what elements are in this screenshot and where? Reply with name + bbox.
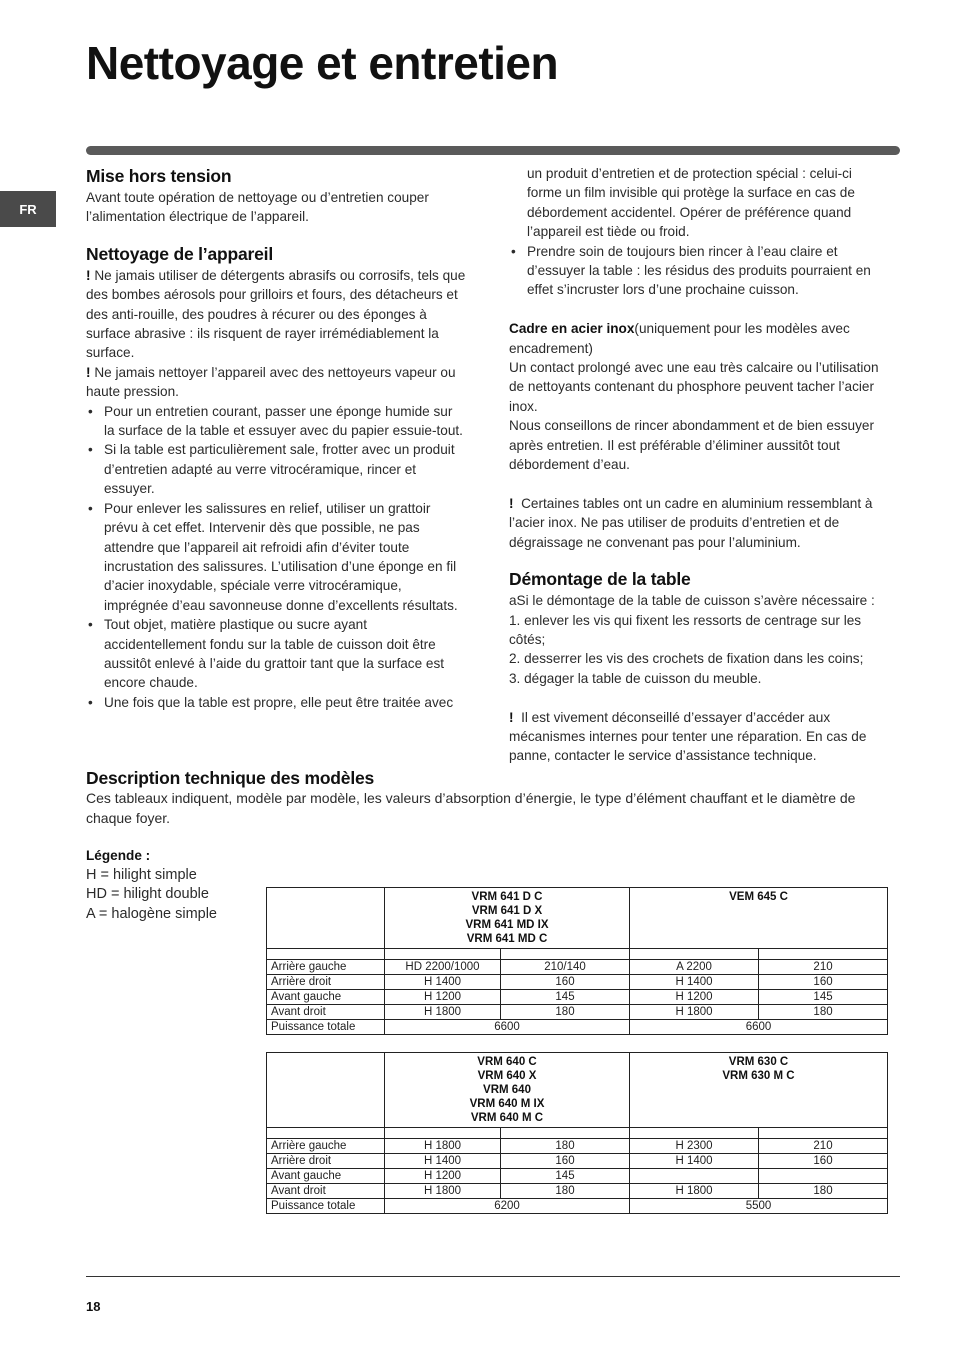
list-item: • Si la table est particulièrement sale, frotter avec un produit d’entretien adapté au verre vitrocéramique, rincer et essuyer. (86, 440, 466, 498)
legend-title: Légende : (86, 848, 151, 863)
table-row: Arrière gauche HD 2200/1000 210/140 A 2200 210 (267, 960, 888, 975)
spec-table-1 (266, 887, 888, 1035)
section-title-dismantling: Démontage de la table (509, 569, 691, 590)
dismantling-intro: aSi le démontage de la table de cuisson s’avère nécessaire : (509, 593, 875, 609)
right-column (509, 164, 889, 766)
table-header-row (267, 1053, 888, 1128)
technical-description-text: Ces tableaux indiquent, modèle par modèle, les valeurs d’absorption d’énergie, le type d’élément chauffant et le diamètre de chaque foyer. (86, 790, 856, 826)
table-row: Avant gauche H 1200 145 (267, 1169, 888, 1184)
legend-item: H = hilight simple (86, 866, 197, 883)
warning-repair: ! Il est vivement déconseillé d’essayer d’accéder aux mécanismes internes pour tenter une réparation. En cas de panne, contacter le service d’assistance technique. (509, 709, 867, 764)
dismantling-step-1: 1. enlever les vis qui fixent les ressorts de centrage sur les côtés; (509, 612, 862, 647)
title-divider (86, 146, 900, 155)
section-title-power-off: Mise hors tension (86, 166, 232, 186)
warning-mark: ! (86, 364, 91, 380)
dismantling-step-3: 3. dégager la table de cuisson du meuble. (509, 670, 762, 686)
page-number: 18 (86, 1299, 101, 1314)
model-name: VRM 640 M C (470, 1112, 544, 1124)
warning-mark: ! (86, 267, 91, 283)
continued-text: un produit d’entretien et de protection spécial : celui-ci forme un film invisible qui protège la surface en cas de débordement accidentel. Opérer de préférence quand l’appareil est tiède ou froid. (527, 166, 855, 240)
stainless-frame-text-2: Nous conseillons de rincer abondamment et de bien essuyer après entretien. Il est préférable d’éliminer aussitôt tout débordement d’eau. (509, 418, 874, 473)
table-row-total: Puissance totale 6200 5500 (267, 1199, 888, 1214)
legend (86, 846, 256, 924)
table-row: Arrière gauche H 1800 180 H 2300 210 (267, 1139, 888, 1154)
model-name: VRM 641 D X (471, 905, 543, 917)
model-name: VRM 630 M C (722, 1070, 795, 1082)
warning-abrasives: ! Ne jamais utiliser de détergents abrasifs ou corrosifs, tels que des bombes aérosols pour grilloirs et fours, des détacheurs et des anti-rouille, des poudres à récurer ou des éponges à surface abrasive : ils risquent de rayer irrémédiablement la surface. (86, 267, 466, 361)
section-title-technical-description: Description technique des modèles (86, 768, 375, 788)
left-column (86, 164, 466, 712)
list-item: • Une fois que la table est propre, elle peut être traitée avec (86, 693, 466, 712)
list-item: • Pour enlever les salissures en relief, utiliser un grattoir prévu à cet effet. Intervenir dès que possible, ne pas attendre que l’appareil ait refroidi afin d’éviter toute incrustation des salissures. L’utilisation d’une éponge en fil d’acier inoxydable, spéciale verre vitrocéramique, imprégnée d’eau savonneuse donne d’excellents résultats. (86, 499, 466, 615)
page-title: Nettoyage et entretien (86, 37, 559, 89)
model-name: VRM 641 D C (471, 891, 543, 903)
list-item: • Tout objet, matière plastique ou sucre ayant accidentellement fondu sur la table de cuisson doit être aussitôt enlevé à l’aide du grattoir tant que la surface est encore chaude. (86, 615, 466, 693)
table-row: Avant droit H 1800 180 H 1800 180 (267, 1005, 888, 1020)
list-item: • Prendre soin de toujours bien rincer à l’eau claire et d’essuyer la table : les résidus des produits pourraient en effet s’incruster lors d’une prochaine cuisson. (509, 242, 889, 300)
table-header-row (267, 888, 888, 949)
model-group-b (630, 888, 888, 949)
list-item: • Pour un entretien courant, passer une éponge humide sur la surface de la table et essuyer avec du papier essuie-tout. (86, 402, 466, 441)
model-name: VEM 645 C (729, 891, 788, 903)
model-name: VRM 630 C (728, 1056, 789, 1068)
dismantling-step-2: 2. desserrer les vis des crochets de fixation dans les coins; (509, 651, 864, 667)
spec-table-2 (266, 1052, 888, 1214)
warning-aluminium: ! Certaines tables ont un cadre en aluminium ressemblant à l’acier inox. Ne pas utiliser de produits d’entretien et de dégraissage ne convenant pas pour l’aluminium. (509, 495, 873, 550)
section-title-cleaning: Nettoyage de l’appareil (86, 243, 273, 264)
legend-item: HD = hilight double (86, 886, 209, 903)
warning-mark: ! (509, 709, 514, 725)
warning-mark: ! (509, 495, 514, 511)
model-name: VRM 641 MD C (466, 933, 548, 945)
table-row: Arrière droit H 1400 160 H 1400 160 (267, 975, 888, 990)
language-tab: FR (0, 191, 56, 227)
model-name: VRM 641 MD IX (465, 919, 549, 931)
table-row: Arrière droit H 1400 160 H 1400 160 (267, 1154, 888, 1169)
power-off-text: Avant toute opération de nettoyage ou d’entretien couper l’alimentation électrique de l’appareil. (86, 190, 429, 225)
stainless-frame-text-1: Un contact prolongé avec une eau très calcaire ou l’utilisation de nettoyants contenant du phosphore peuvent tacher l’acier inox. (509, 360, 879, 414)
warning-steam: ! Ne jamais nettoyer l’appareil avec des nettoyeurs vapeur ou haute pression. (86, 364, 456, 400)
model-name: VRM 640 X (477, 1070, 537, 1082)
cleaning-list (86, 402, 466, 713)
model-name: VRM 640 M IX (469, 1098, 545, 1110)
footer-divider (86, 1276, 900, 1277)
model-group-b (630, 1053, 888, 1128)
model-group-a (385, 888, 630, 949)
rinse-list (509, 242, 889, 300)
table-row: Avant gauche H 1200 145 H 1200 145 (267, 990, 888, 1005)
model-name: VRM 640 (483, 1084, 531, 1096)
stainless-frame-heading: Cadre en acier inox(uniquement pour les modèles avec encadrement) (509, 321, 850, 356)
model-name: VRM 640 C (477, 1056, 537, 1068)
legend-item: A = halogène simple (86, 905, 217, 922)
model-group-a (385, 1053, 630, 1128)
table-row: Avant droit H 1800 180 H 1800 180 (267, 1184, 888, 1199)
table-row-total: Puissance totale 6600 6600 (267, 1020, 888, 1035)
